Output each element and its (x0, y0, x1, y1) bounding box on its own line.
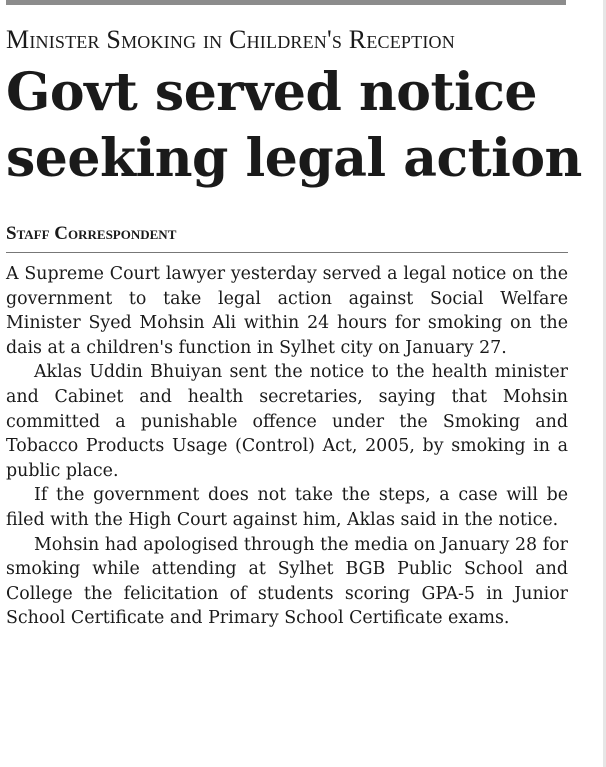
paragraph: If the government does not take the steps, a case will be filed with the High Court against him, Aklas said in the notice. (6, 485, 568, 530)
article-body (6, 262, 568, 631)
paragraph: Mohsin had apologised through the media on January 28 for smoking while attending at Sylhet BGB Public School and College the felicitation of students scoring GPA-5 in Junior School Certificate and Primary School Certificate exams. (6, 534, 568, 629)
paragraph: A Supreme Court lawyer yesterday served a legal notice on the government to take legal action against Social Welfare Minister Syed Mohsin Ali within 24 hours for smoking on the dais at a children's function in Sylhet city on January 27. (6, 264, 568, 358)
top-rule (6, 0, 566, 5)
byline: Staff Correspondent (6, 223, 177, 244)
headline: Govt served notice seeking legal action (6, 62, 582, 189)
paragraph: Aklas Uddin Bhuiyan sent the notice to the health minister and Cabinet and health secretaries, saying that Mohsin committed a punishable offence under the Smoking and Tobacco Products Usage (Control) Act, 2005, by smoking in a public place. (6, 362, 568, 481)
byline-divider (6, 252, 568, 253)
kicker: Minister Smoking in Children's Reception (6, 25, 455, 54)
